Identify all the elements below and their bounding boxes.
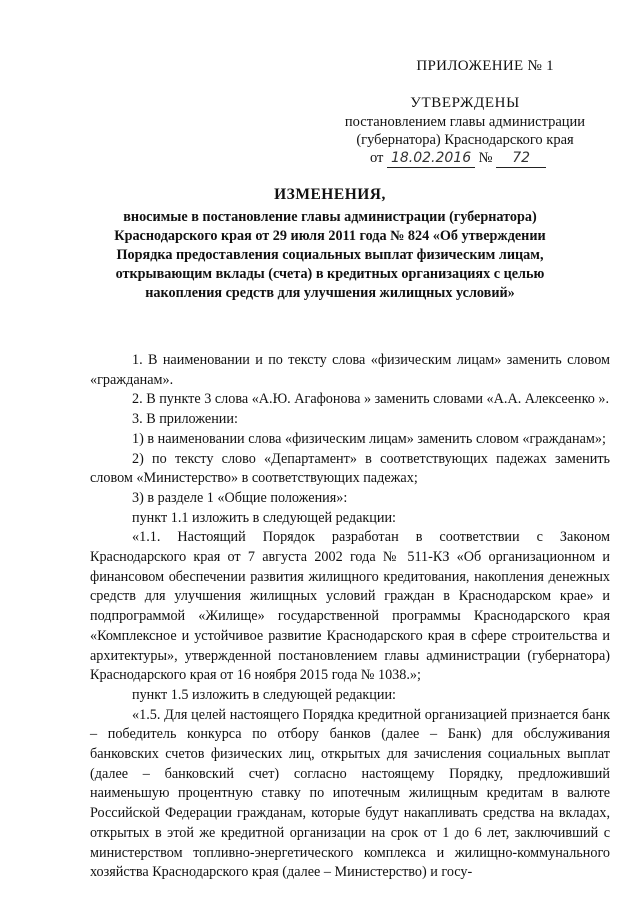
appendix-label: ПРИЛОЖЕНИЕ № 1 [416,58,554,74]
handwritten-number: 72 [496,149,546,168]
approved-line-2: (губернатора) Краснодарского края [356,132,574,148]
number-prefix: № [478,150,493,166]
subtitle-line: накопления средств для улучшения жилищных условий» [145,285,515,301]
paragraph: пункт 1.5 изложить в следующей редакции: [132,686,396,703]
document-body [90,351,610,883]
paragraph: 2) по тексту слово «Департамент» в соответствующих падежах заменить словом «Министерство» в соответствующих падежах; [90,450,610,487]
subtitle-line: вносимые в постановление главы администрации (губернатора) [123,209,537,225]
title-subtitle [60,208,600,303]
paragraph: 1. В наименовании и по тексту слова «физическим лицам» заменить словом «гражданам». [90,352,610,388]
paragraph: 3) в разделе 1 «Общие положения»: [132,489,348,506]
date-number-line [330,149,600,168]
date-prefix: от [370,150,384,166]
paragraph: 1) в наименовании слова «физическим лицам» заменить словом «гражданам»; [132,430,606,447]
subtitle-line: Порядка предоставления социальных выплат физическим лицам, [116,247,544,263]
paragraph: «1.1. Настоящий Порядок разработан в соответствии с Законом Краснодарского края от 7 августа 2002 года № 511-КЗ «Об организационном и финансовом обеспечении развития жилищного кредитования, накопления денежных средств для улучшения жилищных условий граждан в Краснодарском крае» и подпрограммой «Жилище» государственной программы Краснодарского края «Комплексное и устойчивое развитие Краснодарского края в сфере строительства и архитектуры», утвержденной постановлением главы администрации (губернатора) Краснодарского края от 16 ноября 2015 года № 1038.»; [90,529,610,684]
paragraph: 2. В пункте 3 слова «А.Ю. Агафонова » заменить словами «А.А. Алексеенко ». [132,391,610,408]
approved-line-1: постановлением главы администрации [344,114,586,130]
subtitle-line: открывающим вклады (счета) в кредитных организациях с целью [115,266,545,282]
paragraph: пункт 1.1 изложить в следующей редакции: [132,509,396,526]
paragraph: «1.5. Для целей настоящего Порядка кредитной организацией признается банк – победитель конкурса по отбору банков (далее – Банк) для обслуживания банковских счетов физических лиц, открытых для зачисления социальных выплат (далее – банковский счет) согласно настоящему Порядку, предложивший наименьшую процентную ставку по ипотечным жилищным кредитам в валюте Российской Федерации гражданам, которые будут накапливать средства на вкладах, открытых в этой же кредитной организации на срок от 1 до 6 лет, заключивший с министерством топливно-энергетического комплекса и жилищно-коммунального хозяйства Краснодарского края (далее – Министерство) и госу- [90,706,610,881]
approved-title: УТВЕРЖДЕНЫ [410,95,520,111]
approval-block [330,94,600,168]
document-title [60,186,600,303]
handwritten-date: 18.02.2016 [387,149,475,168]
paragraph: 3. В приложении: [132,411,238,428]
subtitle-line: Краснодарского края от 29 июля 2011 года № 824 «Об утверждении [114,228,546,244]
title-main: ИЗМЕНЕНИЯ, [274,186,386,203]
